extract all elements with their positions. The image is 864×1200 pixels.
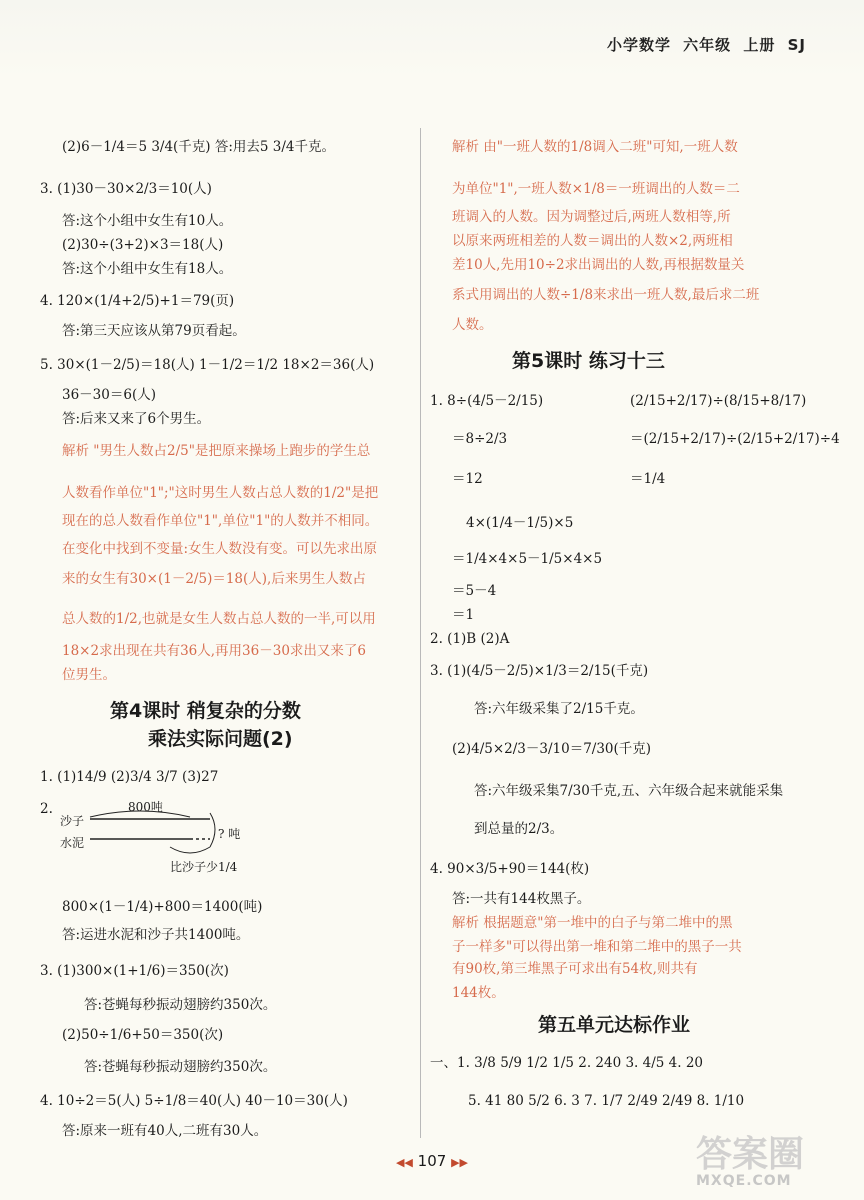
right-q1-line: 1. 8÷(4/5－2/15) xyxy=(430,393,544,409)
column-divider xyxy=(420,128,421,1138)
left-line: 5. 30×(1－2/5)＝18(人) 1－1/2＝1/2 18×2＝36(人) xyxy=(40,357,375,373)
watermark-logo xyxy=(696,1134,846,1189)
left-q3b-answer: 答:苍蝇每秒振动翅膀约350次。 xyxy=(84,1059,277,1075)
left-q3a-answer: 答:苍蝇每秒振动翅膀约350次。 xyxy=(84,997,277,1013)
diagram-question: ? 吨 xyxy=(218,827,241,841)
right-q3b: (2)4/5×2/3－3/10＝7/30(千克) xyxy=(452,741,652,757)
left-line: 答:后来又来了6个男生。 xyxy=(62,411,211,427)
right-q1-line: ＝5－4 xyxy=(452,583,497,599)
left-q4-answer: 答:原来一班有40人,二班有30人。 xyxy=(62,1123,268,1139)
left-analysis-line: 在变化中找到不变量:女生人数没有变。可以先求出原 xyxy=(62,541,378,557)
left-line: (2)30÷(3+2)×3＝18(人) xyxy=(62,237,224,253)
watermark-main: 答案圈 xyxy=(696,1134,805,1175)
right-analysis-line: 以原来两班相差的人数＝调出的人数×2,两班相 xyxy=(452,233,733,249)
left-line: 3. (1)30－30×2/3＝10(人) xyxy=(40,181,212,197)
right-q3b-answer2: 到总量的2/3。 xyxy=(474,821,564,837)
page-number: 107 xyxy=(417,1152,447,1170)
right-analysis2-line: 解析 根据题意"第一堆中的白子与第二堆中的黑 xyxy=(452,915,733,931)
left-analysis-line: 来的女生有30×(1－2/5)＝18(人),后来男生人数占 xyxy=(62,571,366,587)
left-q2-label: 2. xyxy=(40,801,53,817)
right-q1-line: ＝1/4×4×5－1/5×4×5 xyxy=(452,551,603,567)
diagram-total: 800吨 xyxy=(128,800,163,814)
unit5-heading: 第五单元达标作业 xyxy=(538,1014,691,1036)
left-q4: 4. 10÷2＝5(人) 5÷1/8＝40(人) 40－10＝30(人) xyxy=(40,1093,348,1109)
prev-arrow-icon: ◀◀ xyxy=(395,1156,413,1169)
right-q1-line: 4×(1/4－1/5)×5 xyxy=(466,515,574,531)
left-line: 答:这个小组中女生有18人。 xyxy=(62,261,233,277)
right-q1-line: ＝1/4 xyxy=(630,471,666,487)
left-analysis-line: 18×2求出现在共有36人,再用36－30求出又来了6 xyxy=(62,643,366,659)
left-analysis-line: 位男生。 xyxy=(62,667,116,683)
right-q3b-answer: 答:六年级采集7/30千克,五、六年级合起来就能采集 xyxy=(474,783,784,799)
right-q2: 2. (1)B (2)A xyxy=(430,631,510,647)
diagram-sand-label: 沙子 xyxy=(60,814,85,828)
right-q1-line: ＝12 xyxy=(452,471,483,487)
left-line: (2)6－1/4＝5 3/4(千克) 答:用去5 3/4千克。 xyxy=(62,139,336,155)
watermark-sub: MXQE.COM xyxy=(696,1173,792,1189)
right-q3a-answer: 答:六年级采集了2/15千克。 xyxy=(474,701,644,717)
right-q1-line: ＝(2/15+2/17)÷(2/15+2/17)÷4 xyxy=(630,431,840,447)
right-answers-row1: 一、1. 3/8 5/9 1/2 1/5 2. 240 3. 4/5 4. 20 xyxy=(430,1055,704,1071)
left-q2-answer: 答:运进水泥和沙子共1400吨。 xyxy=(62,927,250,943)
right-analysis2-line: 144枚。 xyxy=(452,985,505,1001)
right-answers-row2: 5. 41 80 5/2 6. 3 7. 1/7 2/49 2/49 8. 1/10 xyxy=(468,1093,745,1109)
right-q1-line: (2/15+2/17)÷(8/15+8/17) xyxy=(630,393,807,409)
left-q3b: (2)50÷1/6+50＝350(次) xyxy=(62,1027,224,1043)
left-analysis-line: 现在的总人数看作单位"1",单位"1"的人数并不相同。 xyxy=(62,513,379,529)
left-q1: 1. (1)14/9 (2)3/4 3/7 (3)27 xyxy=(40,769,219,785)
left-analysis-line: 总人数的1/2,也就是女生人数占总人数的一半,可以用 xyxy=(62,611,376,627)
left-analysis-line: 人数看作单位"1";"这时男生人数占总人数的1/2"是把 xyxy=(62,485,379,501)
left-line: 36－30＝6(人) xyxy=(62,387,156,403)
right-q1-line: ＝1 xyxy=(452,607,475,623)
left-q2-calc: 800×(1－1/4)+800＝1400(吨) xyxy=(62,899,263,915)
right-analysis-line: 班调入的人数。因为调整过后,两班人数相等,所 xyxy=(452,209,731,225)
right-analysis2-line: 有90枚,第三堆黑子可求出有54枚,则共有 xyxy=(452,961,698,977)
left-analysis-line: 解析 "男生人数占2/5"是把原来操场上跑步的学生总 xyxy=(62,443,371,459)
right-q4: 4. 90×3/5+90＝144(枚) xyxy=(430,861,590,877)
diagram-cement-label: 水泥 xyxy=(60,836,85,850)
right-analysis2-line: 子一样多"可以得出第一堆和第二堆中的黑子一共 xyxy=(452,939,742,955)
right-analysis-line: 人数。 xyxy=(452,317,493,333)
right-q1-line: ＝8÷2/3 xyxy=(452,431,508,447)
header-bar xyxy=(0,0,864,78)
right-q4-answer: 答:一共有144枚黑子。 xyxy=(452,891,591,907)
right-q3a: 3. (1)(4/5－2/5)×1/3＝2/15(千克) xyxy=(430,663,649,679)
diagram-note: 比沙子少1/4 xyxy=(170,860,238,874)
left-q3a: 3. (1)300×(1+1/6)＝350(次) xyxy=(40,963,229,979)
lesson5-heading: 第5课时 练习十三 xyxy=(512,350,665,372)
left-line: 4. 120×(1/4+2/5)+1＝79(页) xyxy=(40,293,235,309)
left-line: 答:第三天应该从第79页看起。 xyxy=(62,323,246,339)
right-analysis-line: 系式用调出的人数÷1/8来求出一班人数,最后求二班 xyxy=(452,287,760,303)
lesson4-subheading: 乘法实际问题(2) xyxy=(148,728,293,750)
header-title: 小学数学 六年级 上册 SJ xyxy=(606,36,806,54)
next-arrow-icon: ▶▶ xyxy=(451,1156,469,1169)
right-analysis-line: 为单位"1",一班人数×1/8＝一班调出的人数＝二 xyxy=(452,181,740,197)
right-analysis-line: 差10人,先用10÷2求出调出的人数,再根据数量关 xyxy=(452,257,745,273)
left-line: 答:这个小组中女生有10人。 xyxy=(62,213,233,229)
right-analysis-line: 解析 由"一班人数的1/8调入二班"可知,一班人数 xyxy=(452,139,738,155)
lesson4-heading: 第4课时 稍复杂的分数 xyxy=(110,700,301,722)
